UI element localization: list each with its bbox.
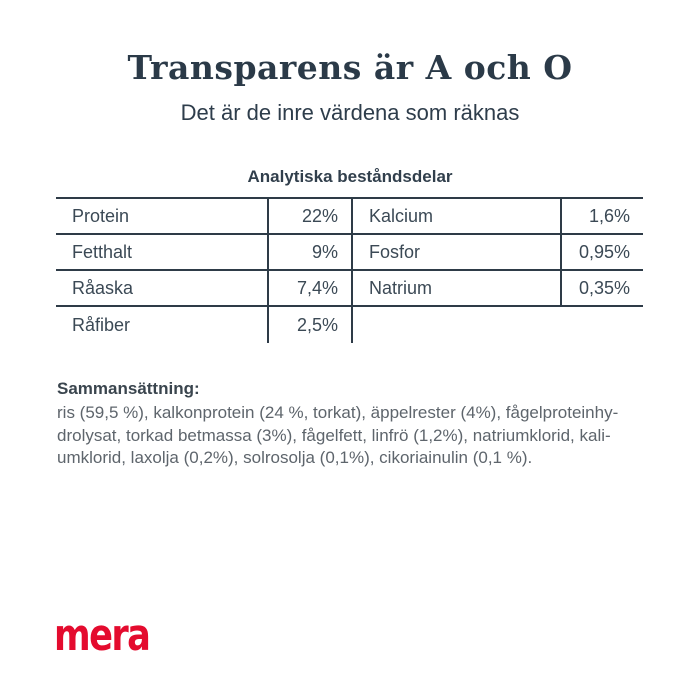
table-cell-value: 0,95% (560, 235, 643, 271)
table-cell-label: Råaska (56, 271, 267, 307)
table-caption: Analytiska beståndsdelar (247, 167, 453, 186)
table-cell-label: Fosfor (351, 235, 560, 271)
table-cell-value: 0,35% (560, 271, 643, 307)
composition-line: ris (59,5 %), kalkonprotein (24 %, torkat), äppelrester (4%), fågelproteinhy- (57, 403, 619, 422)
table-cell-label: Natrium (351, 271, 560, 307)
table-cell-label: Protein (56, 199, 267, 235)
composition-line: drolysat, torkad betmassa (3%), fågelfett, linfrö (1,2%), natriumklorid, kali- (57, 425, 611, 445)
table-cell-label: Råfiber (72, 314, 131, 335)
table-cell-empty (351, 307, 560, 343)
table-cell-value: 22% (267, 199, 351, 235)
table-cell-value: 1,6% (560, 199, 643, 235)
table-cell-value: 2,5% (267, 307, 351, 343)
composition-heading: Sammansättning: (57, 379, 200, 398)
table-cell-label: Fetthalt (56, 235, 267, 271)
mera-logo: mera (54, 610, 150, 661)
page-subtitle: Det är de inre värdena som räknas (180, 100, 520, 125)
table-cell-value: 7,4% (267, 271, 351, 307)
table-cell-empty (560, 307, 643, 343)
page-title: Transparens är A och O (127, 48, 573, 87)
analytical-components-table (56, 197, 643, 343)
table-cell-label: Kalcium (351, 199, 560, 235)
composition-line: umklorid, laxolja (0,2%), solrosolja (0,1%), cikoriainulin (0,1 %). (57, 448, 533, 467)
table-cell-value: 9% (267, 235, 351, 271)
composition-section (57, 379, 657, 470)
